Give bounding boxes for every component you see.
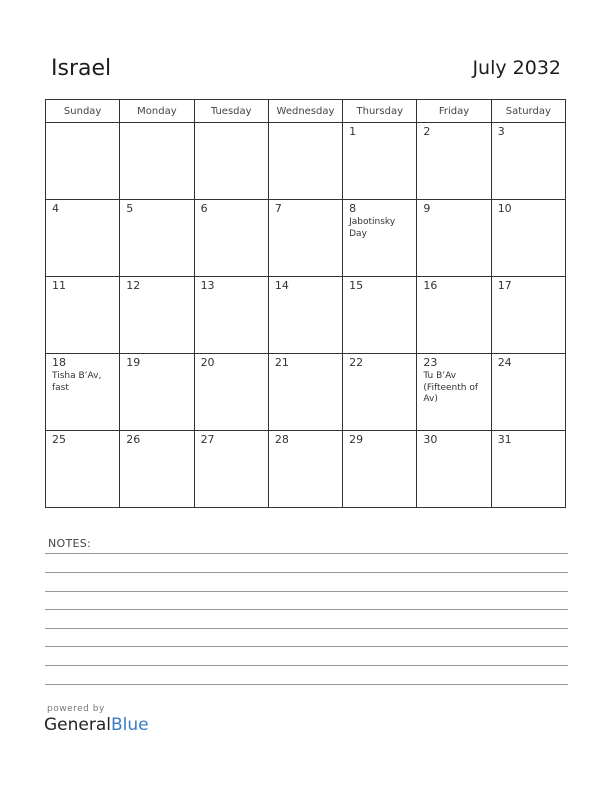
day-number: 2 bbox=[423, 125, 431, 138]
day-cell bbox=[343, 354, 417, 431]
holiday-label: Tu B’Av (Fifteenth of Av) bbox=[423, 371, 479, 404]
day-number: 31 bbox=[497, 433, 512, 446]
day-cell bbox=[46, 277, 120, 354]
day-cell bbox=[46, 123, 120, 200]
day-cell bbox=[194, 431, 268, 508]
day-cell bbox=[120, 200, 194, 277]
month-year-title: July 2032 bbox=[472, 57, 561, 79]
logo-blue-text: Blue bbox=[111, 715, 149, 735]
day-number: 23 bbox=[423, 356, 438, 369]
day-cell bbox=[343, 123, 417, 200]
day-cell bbox=[417, 354, 491, 431]
day-number: 18 bbox=[52, 356, 66, 369]
day-number: 13 bbox=[200, 279, 215, 292]
week-row bbox=[46, 200, 566, 277]
day-number: 24 bbox=[497, 356, 512, 369]
weekday-header-row bbox=[46, 100, 566, 123]
day-number: 9 bbox=[423, 202, 431, 215]
day-number: 10 bbox=[497, 202, 512, 215]
weekday-header: Friday bbox=[417, 100, 491, 123]
note-line bbox=[45, 628, 568, 629]
day-number: 12 bbox=[126, 279, 141, 292]
day-cell bbox=[268, 123, 342, 200]
day-number: 11 bbox=[52, 279, 66, 292]
weekday-header: Monday bbox=[120, 100, 194, 123]
week-row bbox=[46, 123, 566, 200]
note-line bbox=[45, 591, 568, 592]
calendar-grid bbox=[45, 99, 566, 508]
powered-by-text: powered by bbox=[47, 704, 105, 714]
week-row bbox=[46, 431, 566, 508]
day-number: 4 bbox=[52, 202, 59, 215]
weekday-header: Thursday bbox=[343, 100, 417, 123]
day-number: 30 bbox=[423, 433, 438, 446]
day-cell bbox=[46, 200, 120, 277]
day-number: 22 bbox=[349, 356, 364, 369]
day-cell bbox=[417, 200, 491, 277]
day-cell bbox=[491, 277, 565, 354]
day-cell bbox=[491, 354, 565, 431]
weekday-header: Saturday bbox=[491, 100, 565, 123]
day-cell bbox=[194, 123, 268, 200]
note-line bbox=[45, 646, 568, 647]
calendar-body bbox=[46, 123, 566, 508]
day-number: 1 bbox=[349, 125, 357, 138]
day-number: 15 bbox=[349, 279, 364, 292]
day-number: 7 bbox=[274, 202, 282, 215]
day-cell bbox=[343, 200, 417, 277]
day-number: 19 bbox=[126, 356, 141, 369]
day-cell bbox=[120, 431, 194, 508]
day-number: 26 bbox=[126, 433, 141, 446]
day-cell bbox=[120, 354, 194, 431]
day-cell bbox=[268, 200, 342, 277]
day-cell bbox=[417, 123, 491, 200]
week-row bbox=[46, 277, 566, 354]
note-line bbox=[45, 553, 568, 554]
note-line bbox=[45, 572, 568, 573]
day-number: 29 bbox=[349, 433, 364, 446]
day-cell bbox=[417, 431, 491, 508]
weekday-header: Sunday bbox=[46, 100, 120, 123]
day-number: 21 bbox=[274, 356, 289, 369]
day-number: 28 bbox=[274, 433, 289, 446]
day-cell bbox=[268, 354, 342, 431]
day-cell bbox=[46, 354, 120, 431]
day-cell bbox=[194, 277, 268, 354]
generalblue-logo bbox=[44, 715, 149, 735]
day-cell bbox=[194, 354, 268, 431]
weekday-header: Tuesday bbox=[194, 100, 268, 123]
day-number: 8 bbox=[349, 202, 357, 215]
day-cell bbox=[491, 431, 565, 508]
day-number: 3 bbox=[497, 125, 505, 138]
day-number: 5 bbox=[126, 202, 134, 215]
day-cell bbox=[491, 200, 565, 277]
day-number: 6 bbox=[200, 202, 208, 215]
day-cell bbox=[268, 431, 342, 508]
day-number: 17 bbox=[497, 279, 512, 292]
day-number: 25 bbox=[52, 433, 66, 446]
country-title: Israel bbox=[51, 56, 112, 81]
day-number: 27 bbox=[200, 433, 215, 446]
day-cell bbox=[268, 277, 342, 354]
week-row bbox=[46, 354, 566, 431]
day-cell bbox=[120, 277, 194, 354]
day-cell bbox=[120, 123, 194, 200]
day-cell bbox=[343, 277, 417, 354]
notes-label: NOTES: bbox=[48, 537, 92, 550]
day-cell bbox=[343, 431, 417, 508]
note-line bbox=[45, 684, 568, 685]
logo-general-text: General bbox=[44, 715, 111, 735]
brand-footer bbox=[44, 704, 149, 735]
day-cell bbox=[417, 277, 491, 354]
weekday-header: Wednesday bbox=[268, 100, 342, 123]
day-number: 16 bbox=[423, 279, 438, 292]
day-number: 14 bbox=[274, 279, 289, 292]
day-cell bbox=[46, 431, 120, 508]
holiday-label: Tisha B’Av, fast bbox=[52, 371, 102, 393]
note-line bbox=[45, 609, 568, 610]
day-cell bbox=[491, 123, 565, 200]
day-cell bbox=[194, 200, 268, 277]
day-number: 20 bbox=[200, 356, 215, 369]
holiday-label: Jabotinsky Day bbox=[349, 217, 396, 239]
note-line bbox=[45, 665, 568, 666]
